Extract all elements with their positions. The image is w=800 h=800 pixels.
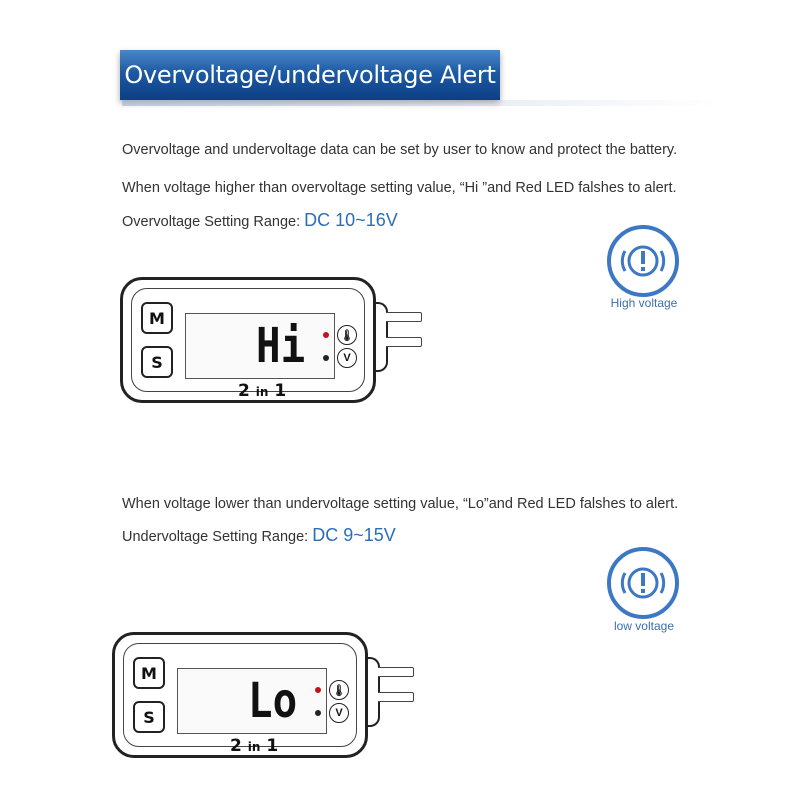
undervoltage-range-label: Undervoltage Setting Range: (122, 529, 309, 545)
mode-button[interactable]: M (133, 657, 165, 689)
red-led (323, 332, 329, 338)
model-in: in (255, 385, 269, 399)
overvoltage-range (122, 210, 398, 231)
gauge-body (120, 277, 376, 403)
banner-underline (122, 100, 722, 106)
lcd-display (185, 313, 335, 379)
thermometer-icon: 🌡 (329, 680, 349, 700)
high-voltage-label: High voltage (610, 296, 678, 310)
high-voltage-badge (607, 225, 679, 297)
header-banner (120, 50, 500, 100)
thermometer-icon: 🌡 (337, 325, 357, 345)
warning-circle-icon (611, 551, 675, 615)
model-number: 2 (230, 736, 242, 756)
lcd-readout: Lo (248, 673, 298, 729)
wire-bottom (386, 337, 422, 347)
voltage-icon: V (337, 348, 357, 368)
model-number: 2 (238, 381, 250, 401)
model-count: 1 (274, 381, 287, 401)
wire-top (386, 312, 422, 322)
wire-bottom (378, 692, 414, 702)
status-dot (315, 710, 321, 716)
undervoltage-description: When voltage lower than undervoltage setting value, “Lo”and Red LED falshes to alert. (122, 496, 679, 512)
gauge-high (120, 277, 430, 407)
model-label (238, 381, 286, 401)
undervoltage-range (122, 525, 396, 546)
low-voltage-badge (607, 547, 679, 619)
overvoltage-range-label: Overvoltage Setting Range: (122, 214, 301, 230)
status-dot (323, 355, 329, 361)
set-button[interactable]: S (133, 701, 165, 733)
lcd-readout: Hi (256, 318, 306, 374)
model-in: in (247, 740, 261, 754)
model-label (230, 736, 278, 756)
overvoltage-range-value: DC 10~16V (304, 210, 398, 230)
red-led (315, 687, 321, 693)
page-title: Overvoltage/undervoltage Alert (124, 61, 496, 89)
undervoltage-range-value: DC 9~15V (312, 525, 396, 545)
lcd-display (177, 668, 327, 734)
mode-button[interactable]: M (141, 302, 173, 334)
low-voltage-label: low voltage (613, 619, 675, 633)
voltage-icon: V (329, 703, 349, 723)
model-count: 1 (266, 736, 279, 756)
set-button[interactable]: S (141, 346, 173, 378)
gauge-low (112, 632, 422, 762)
intro-text: Overvoltage and undervoltage data can be set by user to know and protect the battery. (122, 142, 678, 158)
warning-circle-icon (611, 229, 675, 293)
overvoltage-description: When voltage higher than overvoltage setting value, “Hi ”and Red LED falshes to alert. (122, 180, 677, 196)
gauge-body (112, 632, 368, 758)
wire-top (378, 667, 414, 677)
